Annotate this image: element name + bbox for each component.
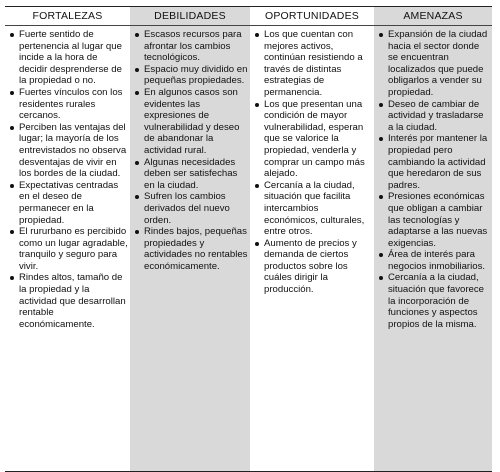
list-item: Área de interés para negocios inmobiliarios. [376,249,490,272]
content-row [5,26,492,472]
header-debilidades: DEBILIDADES [130,7,250,26]
list-item: Fuerte sentido de pertenencia al lugar que incide a la hora de decidir desprenderse de la propiedad o no. [7,29,128,87]
header-fortalezas: FORTALEZAS [5,7,130,26]
list-item: Interés por mantener la propiedad pero cambiando la actividad que heredaron de sus padres. [376,133,490,191]
list-oportunidades [252,29,372,296]
list-debilidades [132,29,248,272]
swot-table [5,6,492,472]
list-item: Los que cuentan con mejores activos, continúan resistiendo a través de distintas estrategias de permanencia. [252,29,372,99]
list-item: Rindes bajos, pequeñas propiedades y actividades no rentables económicamente. [132,226,248,272]
list-item: Algunas necesidades deben ser satisfechas en la ciudad. [132,157,248,192]
header-amenazas: AMENAZAS [374,7,492,26]
list-item: Cercanía a la ciudad, situación que favorece la incorporación de funciones y aspectos propios de la misma. [376,272,490,330]
list-item: Expectativas centradas en el deseo de permanecer en la propiedad. [7,180,128,226]
list-item: El rururbano es percibido como un lugar agradable, tranquilo y seguro para vivir. [7,226,128,272]
list-item: En algunos casos son evidentes las expresiones de vulnerabilidad y deseo de abandonar la actividad rural. [132,87,248,157]
list-item: Fuertes vínculos con los residentes rurales cercanos. [7,87,128,122]
list-item: Rindes altos, tamaño de la propiedad y la actividad que desarrollan rentable económicamente. [7,272,128,330]
list-item: Cercanía a la ciudad, situación que facilita intercambios económicos, culturales, entre otros. [252,180,372,238]
list-item: Escasos recursos para afrontar los cambios tecnológicos. [132,29,248,64]
list-fortalezas [7,29,128,330]
list-item: Los que presentan una condición de mayor vulnerabilidad, esperan que se valorice la propiedad, venderla y comprar un campo más alejado. [252,99,372,180]
column-amenazas [374,26,492,472]
header-oportunidades: OPORTUNIDADES [250,7,374,26]
column-debilidades [130,26,250,472]
list-item: Deseo de cambiar de actividad y trasladarse a la ciudad. [376,99,490,134]
list-item: Sufren los cambios derivados del nuevo orden. [132,191,248,226]
header-row [5,7,492,26]
list-item: Expansión de la ciudad hacia el sector donde se encuentran localizados que puede obligarlos a vender su propiedad. [376,29,490,99]
list-item: Espacio muy dividido en pequeñas propiedades. [132,64,248,87]
column-fortalezas [5,26,130,472]
column-oportunidades [250,26,374,472]
list-item: Presiones económicas que obligan a cambiar las tecnologías y adaptarse a las nuevas exigencias. [376,191,490,249]
list-amenazas [376,29,490,330]
list-item: Perciben las ventajas del lugar; la mayoría de los entrevistados no observa desventajas de vivir en los bordes de la ciudad. [7,122,128,180]
list-item: Aumento de precios y demanda de ciertos productos sobre los cuáles dirigir la producción. [252,238,372,296]
